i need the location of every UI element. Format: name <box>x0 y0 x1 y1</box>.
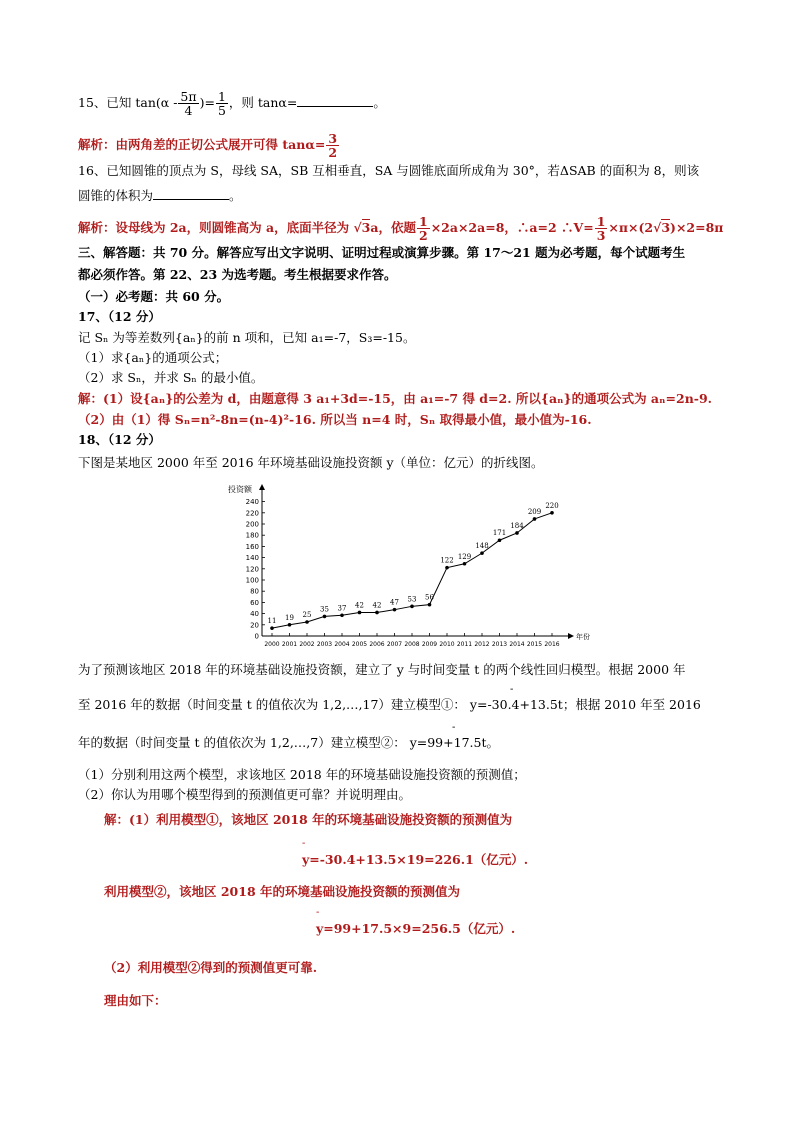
data-label: 209 <box>527 507 542 516</box>
y-tick-label: 160 <box>245 542 259 551</box>
x-tick-label: 2000 <box>264 641 280 648</box>
x-tick-label: 2012 <box>474 641 490 648</box>
data-point <box>428 603 432 607</box>
y-tick-label: 140 <box>245 554 259 563</box>
q18-part2: （2）你认为用哪个模型得到的预测值更可靠？并说明理由。 <box>78 787 411 802</box>
data-label: 47 <box>390 598 399 607</box>
q15-solution: 解析：由两角差的正切公式展开可得 tanα= $\frac{3}{2}$ <box>78 131 338 160</box>
data-point <box>445 566 449 570</box>
q18-solution4: 理由如下： <box>104 993 167 1008</box>
q18-text3: 年的数据（时间变量 t 的值依次为 1,2,…,7）建立模型②： y=99+17.5t。 <box>78 735 499 750</box>
q18-solution3: （2）利用模型②得到的预测值更可靠. <box>104 960 318 975</box>
x-tick-label: 2003 <box>316 641 333 648</box>
x-tick-label: 2001 <box>281 641 298 648</box>
q16-line2: 圆锥的体积为 。 <box>78 188 242 203</box>
series-line <box>272 513 552 628</box>
q16-answer-blank <box>153 187 229 200</box>
q18-part1: （1）分别利用这两个模型，求该地区 2018 年的环境基础设施投资额的预测值； <box>78 767 526 782</box>
q15-frac-1-5: $\frac{1}{5}$ <box>217 89 226 118</box>
data-point <box>375 611 379 615</box>
data-point <box>393 608 397 612</box>
data-label: 220 <box>545 501 559 510</box>
y-tick-label: 240 <box>245 498 259 507</box>
q15-solution-frac: $\frac{3}{2}$ <box>328 131 338 160</box>
x-tick-label: 2009 <box>421 641 438 648</box>
data-label: 42 <box>355 601 364 610</box>
data-label: 148 <box>475 542 489 551</box>
data-point <box>410 605 414 609</box>
x-tick-label: 2005 <box>351 641 368 648</box>
data-label: 35 <box>320 605 329 614</box>
x-tick-label: 2006 <box>369 641 385 648</box>
y-tick-label: 180 <box>245 531 259 540</box>
y-tick-label: 200 <box>245 520 259 529</box>
x-tick-label: 2008 <box>404 641 420 648</box>
q18-solution2-eq: y=99+17.5×9=256.5（亿元）. <box>316 921 516 936</box>
q18-hat3: - <box>302 838 306 849</box>
x-tick-label: 2002 <box>299 641 315 648</box>
x-tick-label: 2015 <box>526 641 543 648</box>
y-tick-label: 0 <box>254 632 259 641</box>
data-point <box>305 620 309 624</box>
q18-hat1: - <box>510 684 514 695</box>
data-point <box>340 613 344 617</box>
q16-solution: 解析：设母线为 2a，则圆锥高为 a，底面半径为 √3a，依题 $\frac{1}{2}$ ×2a×2a=8，∴a=2 ∴V= $\frac{1}{3}$ ×π×(2√3)×2=8π <box>78 214 724 243</box>
q17-solution2: （2）由（1）得 Sₙ=n²-8n=(n-4)²-16. 所以当 n=4 时，Sₙ 取得最小值，最小值为-16. <box>78 412 592 427</box>
q17-stem: 记 Sₙ 为等差数列{aₙ}的前 n 项和，已知 a₁=-7，S₃=-15。 <box>78 330 416 345</box>
y-tick-label: 60 <box>250 598 259 607</box>
q18-head: 18、（12 分） <box>78 432 161 447</box>
data-point <box>288 623 292 627</box>
data-point <box>533 517 537 521</box>
data-label: 56 <box>425 593 434 602</box>
q18-stem: 下图是某地区 2000 年至 2016 年环境基础设施投资额 y（单位：亿元）的折线图。 <box>78 455 544 470</box>
data-label: 53 <box>407 595 417 604</box>
y-tick-label: 220 <box>245 509 259 518</box>
data-label: 129 <box>457 552 472 561</box>
y-tick-label: 80 <box>250 587 259 596</box>
data-label: 11 <box>267 617 277 626</box>
data-point <box>270 626 274 630</box>
y-axis-arrow <box>259 484 265 490</box>
x-axis-label: 年份 <box>576 633 590 641</box>
q17-part1: （1）求{aₙ}的通项公式； <box>78 350 228 365</box>
q18-solution2: 利用模型②，该地区 2018 年的环境基础设施投资额的预测值为 <box>104 884 460 899</box>
data-point <box>498 538 502 542</box>
q17-solution1: 解：(1）设{aₙ}的公差为 d，由题意得 3 a₁+3d=-15，由 a₁=-7 得 d=2. 所以{aₙ}的通项公式为 aₙ=2n-9. <box>78 391 713 406</box>
y-axis-label: 投资额 <box>228 485 252 494</box>
data-point <box>515 531 519 535</box>
q18-text1: 为了预测该地区 2018 年的环境基础设施投资额，建立了 y 与时间变量 t 的两个线性回归模型。根据 2000 年 <box>78 662 686 677</box>
q18-text2: 至 2016 年的数据（时间变量 t 的值依次为 1,2,…,17）建立模型①： y=-30.4+13.5t；根据 2010 年至 2016 <box>78 697 701 712</box>
q15-answer-blank <box>297 94 373 107</box>
q17-part2: （2）求 Sₙ，并求 Sₙ 的最小值。 <box>78 370 264 385</box>
section3-line2: 都必须作答。第 22、23 为选考题。考生根据要求作答。 <box>78 267 397 282</box>
section3-line1: 三、解答题：共 70 分。解答应写出文字说明、证明过程或演算步骤。第 17～21 题为必考题，每个试题考生 <box>78 245 686 260</box>
data-point <box>323 615 327 619</box>
q18-hat4: - <box>316 907 320 918</box>
x-tick-label: 2013 <box>491 641 508 648</box>
x-tick-label: 2014 <box>509 641 525 648</box>
x-tick-label: 2016 <box>544 641 560 648</box>
data-label: 42 <box>372 601 382 610</box>
x-tick-label: 2010 <box>439 641 455 648</box>
q18-solution1-eq: y=-30.4+13.5×19=226.1（亿元）. <box>302 852 529 867</box>
q15-frac-5pi-4: $\frac{5\pi}{4}$ <box>180 89 197 118</box>
q17-head: 17、（12 分） <box>78 309 161 324</box>
data-label: 171 <box>492 529 507 538</box>
investment-line-chart <box>225 482 595 652</box>
data-point <box>463 562 467 566</box>
y-tick-label: 120 <box>245 565 259 574</box>
x-tick-label: 2007 <box>386 641 403 648</box>
y-tick-label: 20 <box>250 621 259 630</box>
q18-solution1: 解：(1）利用模型①，该地区 2018 年的环境基础设施投资额的预测值为 <box>104 812 513 827</box>
q15-stem: 15、已知 tan(α - $\frac{5\pi}{4}$ )= $\frac{1}{5}$ ，则 tanα= 。 <box>78 89 386 118</box>
data-point <box>480 551 484 555</box>
data-label: 25 <box>302 611 312 619</box>
data-label: 19 <box>285 613 294 622</box>
x-tick-label: 2011 <box>456 641 473 648</box>
x-tick-label: 2004 <box>334 641 350 648</box>
data-point <box>550 511 554 515</box>
data-label: 184 <box>510 521 524 530</box>
x-axis-arrow <box>568 633 574 639</box>
y-tick-label: 40 <box>250 610 259 619</box>
section3-line3: （一）必考题：共 60 分。 <box>78 289 230 304</box>
q18-hat2: - <box>452 722 456 733</box>
y-tick-label: 100 <box>245 576 259 585</box>
q16-line1: 16、已知圆锥的顶点为 S，母线 SA，SB 互相垂直，SA 与圆锥底面所成角为 30°，若ΔSAB 的面积为 8，则该 <box>78 163 700 178</box>
data-label: 37 <box>337 604 347 613</box>
data-label: 122 <box>440 556 454 565</box>
data-point <box>358 611 362 615</box>
